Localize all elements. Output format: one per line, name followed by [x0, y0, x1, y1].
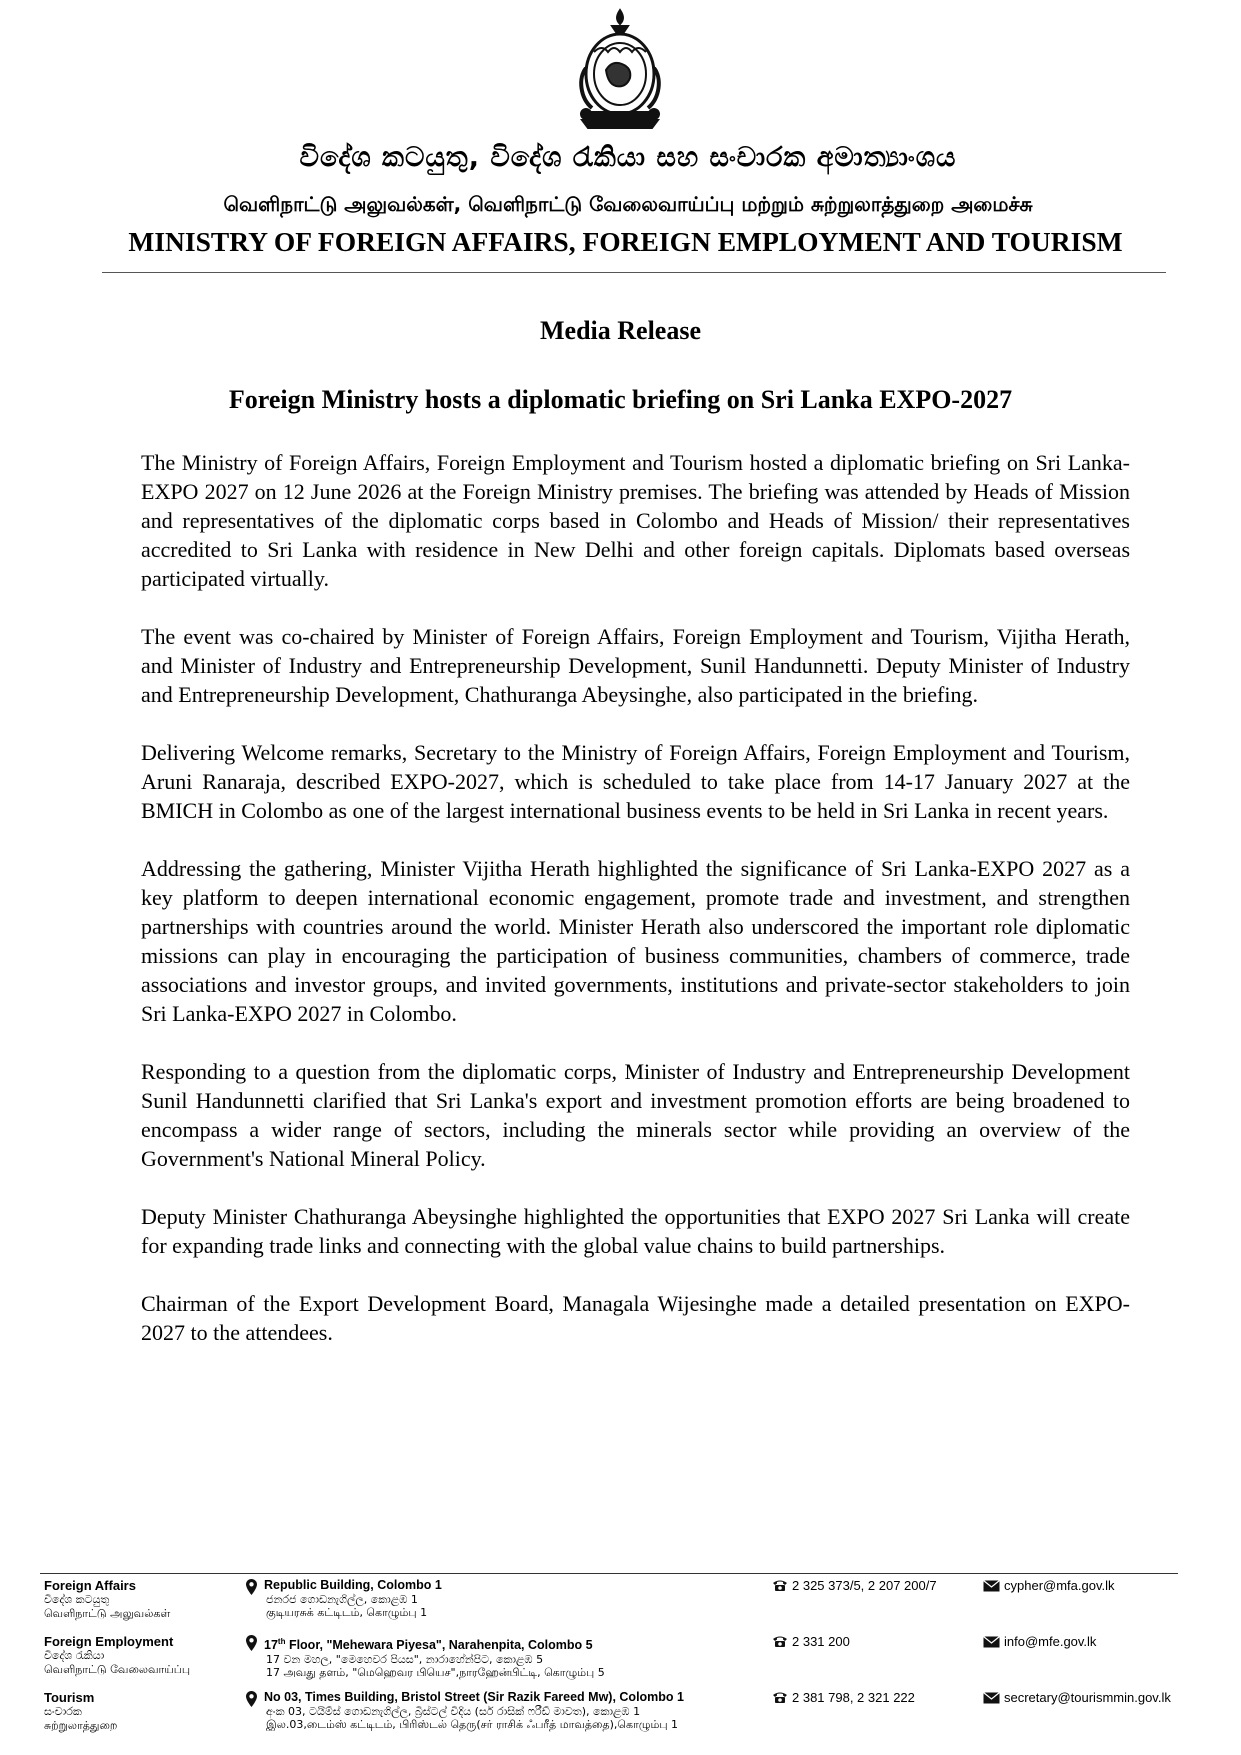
- email-contact: [983, 1634, 1233, 1649]
- address-rest: Floor, "Mehewara Piyesa", Narahenpita, Colombo 5: [285, 1638, 593, 1653]
- department-name-si: සංචාරක: [44, 1705, 82, 1718]
- paragraph: Chairman of the Export Development Board, Managala Wijesinghe made a detailed presentation on EXPO-2027 to the attendees.: [141, 1291, 1130, 1345]
- paragraph: The Ministry of Foreign Affairs, Foreign Employment and Tourism hosted a diplomatic briefing on Sri Lanka-EXPO 2027 on 12 June 2026 at the Foreign Ministry premises. The briefing was attended by Heads of Mission and representatives of the diplomatic corps based in Colombo and Heads of Mission/ their representatives accredited to Sri Lanka with residence in New Delhi and other foreign capitals. Diplomats based overseas participated virtually.: [141, 450, 1130, 591]
- address-block: [248, 1634, 768, 1679]
- department-name-ta: சுற்றுலாத்துறை: [44, 1719, 118, 1732]
- footer-row-foreign-affairs: [0, 1578, 1241, 1636]
- address-si: අංක 03, ටයිම්ස් ගොඩනැගිල්ල, බ්‍රිස්ටල් වීදිය (සර් රාසික් ෆරීඩ් මාවත), කොළඹ 1: [266, 1705, 641, 1718]
- footer-row-foreign-employment: [0, 1634, 1241, 1692]
- department-name-si: විදේශ රැකියා: [44, 1649, 105, 1662]
- address-en: Republic Building, Colombo 1: [264, 1578, 442, 1592]
- envelope-icon: [983, 1636, 1000, 1648]
- ministry-name-tamil: வெளிநாட்டு அலுவல்கள், வெளிநாட்டு வேலைவாய்ப்பு மற்றும் சுற்றுலாத்துறை அமைச்சு: [223, 192, 1033, 216]
- release-body: [141, 448, 1130, 1376]
- address-ta: 17 அவது தளம், "மெஹெவர பியெச",நாரஹேன்பிட்டி, கொழும்பு 5: [266, 1666, 605, 1680]
- email-address[interactable]: cypher@mfa.gov.lk: [1004, 1578, 1115, 1593]
- address-block: [248, 1690, 768, 1731]
- document-title: Foreign Ministry hosts a diplomatic briefing on Sri Lanka EXPO-2027: [228, 385, 1013, 414]
- paragraph: Addressing the gathering, Minister Vijitha Herath highlighted the significance of Sri Lanka-EXPO 2027 as a key platform to deepen international economic engagement, promote trade and investment, and strengthen partnerships with countries around the world. Minister Herath also underscored the important role diplomatic missions can play in encouraging the participation of business communities, chambers of commerce, trade associations and investor groups, and invited governments, institutions and private-sector stakeholders to join Sri Lanka-EXPO 2027 in Colombo.: [141, 856, 1130, 1026]
- footer-divider: [40, 1573, 1178, 1574]
- contact-footer: [0, 1578, 1241, 1748]
- state-emblem-icon: [572, 8, 668, 130]
- phone-number[interactable]: 2 381 798, 2 321 222: [792, 1690, 915, 1705]
- email-contact: [983, 1578, 1233, 1593]
- location-pin-icon: [246, 1579, 257, 1595]
- address-block: [248, 1578, 768, 1619]
- department-name-en: Foreign Affairs: [44, 1578, 136, 1593]
- paragraph: Responding to a question from the diplomatic corps, Minister of Industry and Entrepreneurship Development Sunil Handunnetti clarified that Sri Lanka's export and investment promotion efforts are being broadened to encompass a wider range of sectors, including the minerals sector while providing an overview of the Government's National Mineral Policy.: [141, 1059, 1130, 1171]
- floor-number: 17: [264, 1638, 278, 1653]
- envelope-icon: [983, 1580, 1000, 1592]
- ordinal-suffix: th: [277, 1637, 286, 1646]
- phone-number[interactable]: 2 331 200: [792, 1634, 850, 1649]
- ministry-name-english: MINISTRY OF FOREIGN AFFAIRS, FOREIGN EMPLOYMENT AND TOURISM: [128, 226, 1123, 257]
- ministry-name-sinhala: විදේශ කටයුතු, විදේශ රැකියා සහ සංචාරක අමාත්‍යාංශය: [299, 142, 957, 173]
- location-pin-icon: [246, 1635, 257, 1651]
- telephone-icon: [772, 1635, 788, 1648]
- address-ta: இல.03,டைம்ஸ் கட்டிடம், பிரிஸ்டல் தெரு(சர் ராசிக் ஃபரீத் மாவத்தை),கொழும்பு 1: [266, 1718, 679, 1731]
- phone-number[interactable]: 2 325 373/5, 2 207 200/7: [792, 1578, 937, 1593]
- document-type: Media Release: [539, 316, 701, 345]
- paragraph: The event was co-chaired by Minister of Foreign Affairs, Foreign Employment and Tourism, Vijitha Herath, and Minister of Industry and Entrepreneurship Development, Sunil Handunnetti. Deputy Minister of Industry and Entrepreneurship Development, Chathuranga Abeysinghe, also participated in the briefing.: [141, 624, 1130, 707]
- department-label: [44, 1578, 244, 1621]
- department-name-en: Foreign Employment: [44, 1634, 174, 1649]
- address-en: No 03, Times Building, Bristol Street (Sir Razik Fareed Mw), Colombo 1: [264, 1690, 684, 1704]
- department-name-si: විදේශ කටයුතු: [44, 1593, 110, 1606]
- telephone-icon: [772, 1691, 788, 1704]
- email-address[interactable]: info@mfe.gov.lk: [1004, 1634, 1097, 1649]
- email-contact: [983, 1690, 1233, 1705]
- location-pin-icon: [246, 1691, 257, 1707]
- department-name-en: Tourism: [44, 1690, 95, 1705]
- phone-contact: [772, 1690, 982, 1705]
- address-ta: குடியரசுக் கட்டிடம், கொழும்பு 1: [266, 1606, 428, 1619]
- department-name-ta: வெளிநாட்டு அலுவல்கள்: [44, 1607, 171, 1620]
- footer-row-tourism: [0, 1690, 1241, 1748]
- header-divider: [102, 272, 1166, 273]
- envelope-icon: [983, 1692, 1000, 1704]
- phone-contact: [772, 1634, 982, 1649]
- department-name-ta: வெளிநாட்டு வேலைவாய்ப்பு: [44, 1663, 191, 1676]
- address-si: ජනරජ ගොඩනැගිල්ල, කොළඹ 1: [266, 1593, 418, 1606]
- phone-contact: [772, 1578, 982, 1593]
- paragraph: Delivering Welcome remarks, Secretary to the Ministry of Foreign Affairs, Foreign Employment and Tourism, Aruni Ranaraja, described EXPO-2027, which is scheduled to take place from 14-17 January 2027 at the BMICH in Colombo as one of the largest international business events to be held in Sri Lanka in recent years.: [141, 740, 1130, 823]
- department-label: [44, 1690, 244, 1733]
- address-en: [264, 1634, 768, 1653]
- address-si: 17 වන මහල, "මෙහෙවර පියස", නාරාහේන්පිට, කොළඹ 5: [266, 1653, 544, 1667]
- paragraph: Deputy Minister Chathuranga Abeysinghe highlighted the opportunities that EXPO 2027 Sri Lanka will create for expanding trade links and connecting with the global value chains to build partnerships.: [141, 1204, 1130, 1258]
- email-address[interactable]: secretary@tourismmin.gov.lk: [1004, 1690, 1171, 1705]
- department-label: [44, 1634, 244, 1677]
- telephone-icon: [772, 1579, 788, 1592]
